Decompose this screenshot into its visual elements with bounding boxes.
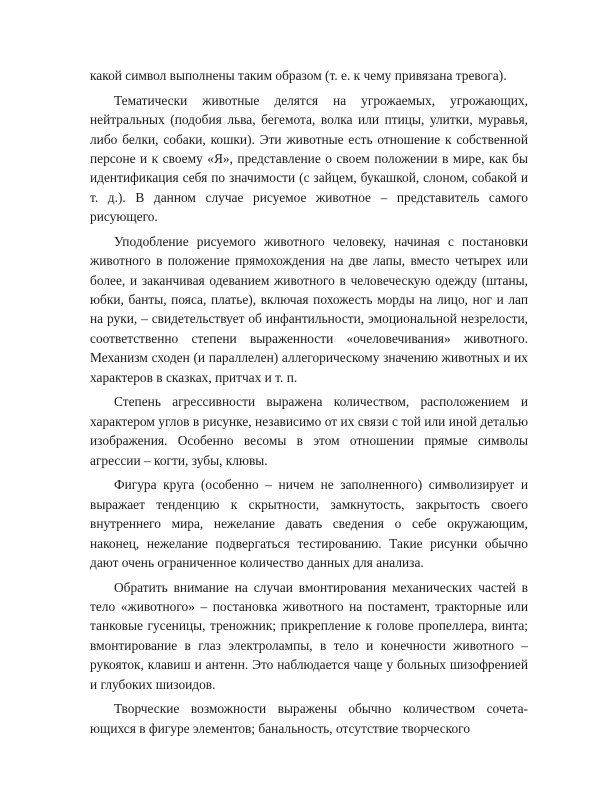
document-page	[90, 66, 528, 738]
paragraph-continuation: какой символ выполнены таким образом (т. е. к чему привязана тревога).	[90, 68, 507, 83]
paragraph-thematic-animals: Тематически животные делятся на угрожаемых, угрожающих, нейтральных (подобия льва, бегемота, волка или птицы, улитки, муравья, либо белки, собаки, кошки). Эти животные есть отношение к собственной персоне и к своему «Я», представление о своем положении в мире, как бы идентификация себя по значимости (с зайцем, букашкой, слоном, собакой и т. д.). В данном случае рисуемое животное – представитель самого рисующего.	[90, 92, 528, 225]
paragraph-humanization: Уподобление рисуемого животного человеку, начиная с постановки животного в положение прямохождения на две лапы, вместо четырех или более, и заканчивая одеванием животного в человеческую одежду (штаны, юбки, банты, пояса, платье), включая похожесть морды на лицо, ног и лап на руки, – свидетельствует об инфантильности, эмоциональной незрелости, соответственно степени выраженности «очеловечивания» животного. Механизм сходен (и параллелен) аллегорическому значению животных и их характеров в сказках, притчах и т. п.	[90, 233, 528, 385]
paragraph-circle-figure: Фигура круга (особенно – ничем не заполненного) символизирует и выражает тенденцию к скрытности, замкнутость, закрытость своего внутреннего мира, нежелание давать сведения о себе окружающим, наконец, нежелание подвергаться тестированию. Такие рисунки обычно дают очень ограниченное количество данных для анализа.	[90, 477, 528, 570]
paragraph-mechanical-parts: Обратить внимание на случаи вмонтирования механических частей в тело «животного» – постановка животного на постамент, тракторные или танковые гусеницы, треножник; прикрепление к голове пропеллера, винта; вмонтирование в глаз электролампы, в тело и конечности животного – рукояток, клавиш и антенн. Это наблюдается чаще у больных шизофренией и глубоких шизоидов.	[90, 579, 528, 692]
paragraph-creativity: Творческие возможности выражены обычно количеством сочета-ющихся в фигуре элементов; банальность, отсутствие творческого	[90, 701, 528, 736]
paragraph-aggression: Степень агрессивности выражена количеством, расположением и характером углов в рисунке, независимо от их связи с той или иной деталью изображения. Особенно весомы в этом отношении прямые символы агрессии – когти, зубы, клювы.	[90, 394, 528, 468]
